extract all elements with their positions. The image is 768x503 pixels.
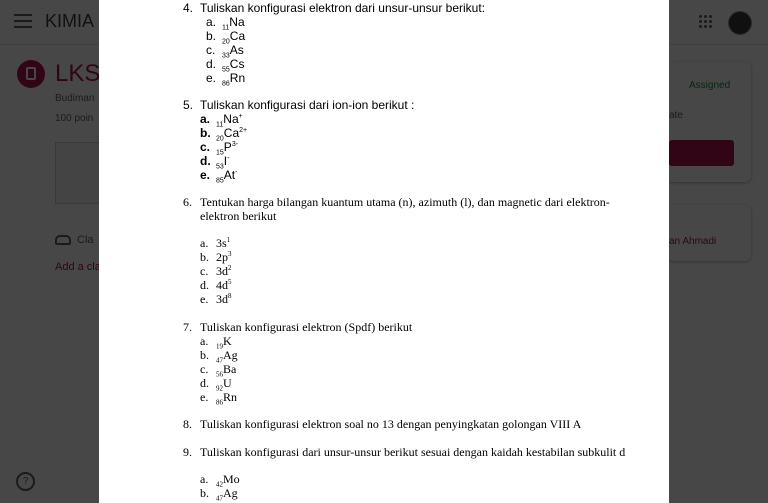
question-7-item: e. $_{86}$Rn [200,390,238,407]
question-4-item: e. $_{86}$Rn [206,71,246,88]
question-7-item: b. $_{47}$Ag [200,348,238,365]
question-8-number: 8. [183,417,192,431]
question-5-item: a. $_{11}$Na+ [200,112,243,129]
question-6-item: d. $4d^5$ [200,278,232,292]
question-4-item: b. $_{20}$Ca [206,29,246,46]
question-5-item: b. $_{20}Ca^{2+}$ [200,126,248,143]
question-9-text: Tuliskan konfigurasi dari unsur-unsur berikut sesuai dengan kaidah kestabilan subkulit d [200,445,626,459]
question-6-item: c. $3d^2$ [200,264,232,278]
question-4-item: a. $_{11}$Na [206,15,245,32]
question-7-item: a. $_{19}$K [200,334,232,351]
question-5-item: e. $_{85}$At- [200,168,238,185]
question-6-text-line2: elektron berikut [200,209,277,223]
question-7-item: d. $_{92}$U [200,376,232,393]
question-5-item: c. $_{15}P^{3-}$ [200,140,239,157]
question-5-text: Tuliskan konfigurasi dari ion-ion berikut : [200,98,415,112]
question-6-item: a. $3s^1$ [200,236,231,250]
question-6-item: b. $2p^3$ [200,250,232,264]
question-4-number: 4. [183,1,194,15]
question-6-text-line1: Tentukan harga bilangan kuantum utama (n), azimuth (l), dan magnetic dari elektron- [200,195,610,209]
question-9-item: a. $_{42}$Mo [200,472,240,489]
question-4-item: c. $_{33}$As [206,43,244,60]
question-7-number: 7. [183,320,192,334]
question-9-number: 9. [183,445,192,459]
question-6-number: 6. [183,195,192,209]
question-7-item: c. $_{56}$Ba [200,362,237,379]
question-9-item: b. $_{47}$Ag [200,486,238,503]
question-7-text: Tuliskan konfigurasi elektron (Spdf) berikut [200,320,413,334]
question-8-text: Tuliskan konfigurasi elektron soal no 13 dengan penyingkatan golongan VIII A [200,417,582,431]
question-4-item: d. $_{55}$Cs [206,57,245,74]
question-5-item: d. $_{53}$I- [200,154,230,171]
question-5-number: 5. [183,98,194,112]
document-page [99,0,669,503]
question-6-item: e. $3d^8$ [200,292,232,306]
question-4-text: Tuliskan konfigurasi elektron dari unsur-unsur berikut: [200,1,486,15]
